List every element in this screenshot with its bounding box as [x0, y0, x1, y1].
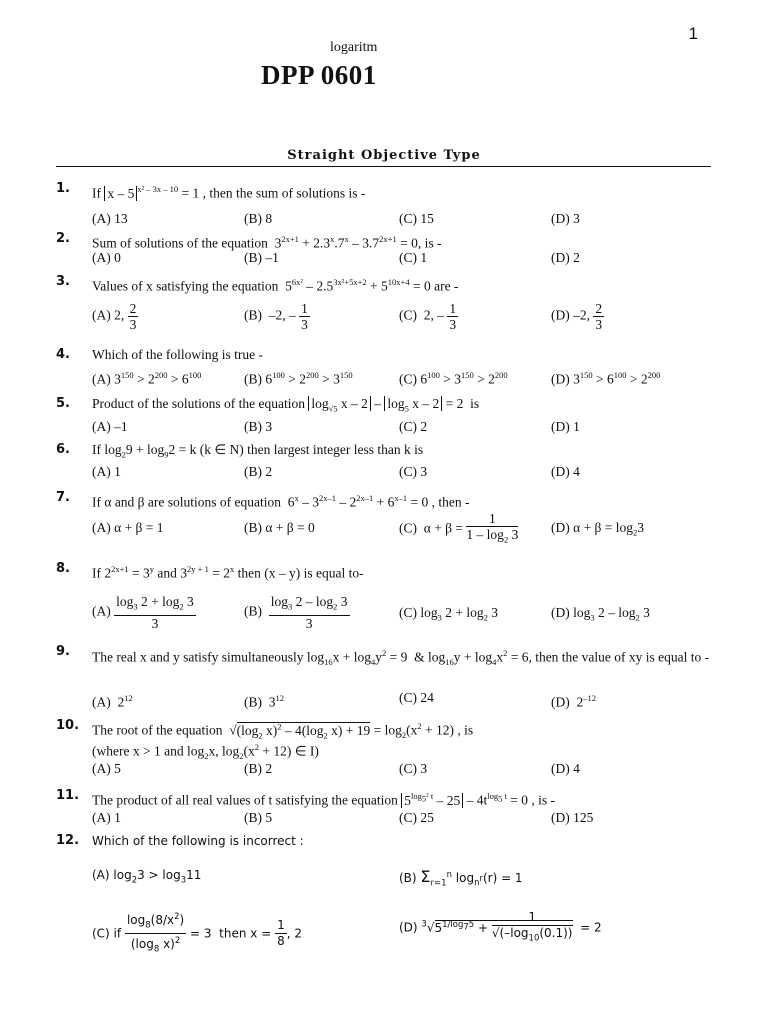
option-c: (C) 25	[399, 810, 434, 825]
option-a: (A) 0	[92, 250, 121, 265]
option-a: (A) 2, $\frac{2}{3}$	[92, 301, 137, 332]
option-d: (D) 4	[551, 464, 580, 479]
question-number: 10.	[56, 718, 80, 733]
option-d: (D) $\log_3 2 - \log_2 3$	[551, 605, 650, 623]
options-row	[92, 866, 716, 906]
option-b: (B) $3^{12}$	[244, 693, 284, 710]
option-a: (A) α + β = 1	[92, 520, 164, 535]
question-number: 2.	[56, 231, 70, 246]
option-a: (A) 1	[92, 464, 121, 479]
question-number: 1.	[56, 181, 70, 196]
option-d: (D) –2, $\frac{2}{3}$	[551, 301, 603, 332]
question-number: 5.	[56, 396, 70, 411]
page-title: DPP 0601	[261, 60, 377, 90]
option-c: (C) α + β = $\frac{1}{1 - \log_2 3}$	[399, 511, 519, 545]
option-a: (A) 5	[92, 761, 121, 776]
option-c: (C) 3	[399, 761, 428, 776]
option-d: (D) $\alpha + \beta = \log_23$	[551, 520, 645, 538]
option-b: (B) 5	[244, 810, 273, 825]
option-c: (C) 15	[399, 211, 434, 226]
question-text: If α and β are solutions of equation $6^x - 3^{2x-1} - 2^{2x-1} + 6^{x-1} = 0$ , then -	[92, 493, 470, 510]
options-row	[92, 301, 716, 337]
option-d: (D) 125	[551, 810, 594, 825]
option-d: (D) 3	[551, 211, 580, 226]
option-d: (D) 4	[551, 761, 580, 776]
question-text: The real x and y satisfy simultaneously $\log_{16}x + \log_4y^2 = 9$ & $\log_{16}y + \log_4x^2 = 6$, then the value of xy is equal to -	[92, 648, 710, 668]
question-text: If x – 5 $^{x^2 - 3x - 10}$ = 1 , then the sum of solutions is -	[92, 184, 366, 201]
option-a: (A) $3^{150} > 2^{200} > 6^{100}$	[92, 370, 202, 387]
options-row	[92, 511, 716, 555]
option-b: (B) –1	[244, 250, 279, 265]
option-d: (D) $^3√5^{1/log_75}$ + $\frac{1}{√(-\log_{10}(0.1))}$ = 2	[399, 910, 602, 944]
option-d: (D) 2	[551, 250, 580, 265]
option-a: (A) $\frac{\log_3 2 + \log_2 3}{3}$	[92, 594, 194, 631]
option-b: (B) –2, – $\frac{1}{3}$	[244, 301, 308, 332]
question-text: Which of the following is incorrect :	[92, 834, 304, 848]
option-a: (A) 13	[92, 211, 128, 226]
option-b: (B) 2	[244, 761, 273, 776]
option-c: (C) 24	[399, 690, 434, 705]
question-text: Which of the following is true -	[92, 347, 263, 362]
option-b: (B) 8	[244, 211, 273, 226]
question-number: 9.	[56, 644, 70, 659]
question-text: If $\log_29 + \log_92 = k$ (k ∈ N) then largest integer less than k is	[92, 442, 424, 460]
option-a: (A) 1	[92, 810, 121, 825]
question-text: The product of all real values of t satisfying the equation $5^{log_5^2 t} - 25 - 4t^{log_5 t} = 0$ , is -	[92, 791, 555, 808]
question-number: 4.	[56, 347, 70, 362]
option-c: (C) if $\frac{\log_8(8/x^2)}{(\log_8 x)^2}$ = 3 then x = $\frac{1}{8}$ , 2	[92, 912, 302, 955]
question-number: 12.	[56, 833, 80, 848]
option-b: (B) α + β = 0	[244, 520, 315, 535]
section-heading: Straight Objective Type	[287, 148, 481, 163]
question-text: Values of x satisfying the equation $5^{6x^2} - 2.5^{3x^2+5x+2} + 5^{10x+4} = 0$ are -	[92, 277, 459, 294]
question-number: 7.	[56, 490, 70, 505]
question-number: 3.	[56, 274, 70, 289]
option-d: (D) $3^{150} > 6^{100} > 2^{200}$	[551, 370, 661, 387]
option-b: (B) $\Sigma_{r=1}^n$ $\log_{n^r}(r) = 1$	[399, 867, 523, 889]
question-text: Sum of solutions of the equation $3^{2x+1} + 2.3^x.7^x - 3.7^{2x+1} = 0$, is -	[92, 234, 442, 251]
question-text: Product of the solutions of the equation $\log_{√5} x - 2 - \log_5 x - 2 = 2$ is	[92, 396, 480, 414]
option-c: (C) 3	[399, 464, 428, 479]
question-condition: (where x > 1 and $\log_2x$, $\log_2(x^2 + 12)$ ∈ I)	[92, 742, 319, 762]
question-text: The root of the equation $√(\log_2$ $x)^2 - 4(\log_2$ $x) + 19 = \log_2(x^2 + 12)$ , is	[92, 721, 474, 741]
option-b: (B) $6^{100} > 2^{200} > 3^{150}$	[244, 370, 353, 387]
option-c: (C) 2, – $\frac{1}{3}$	[399, 301, 457, 332]
question-number: 6.	[56, 442, 70, 457]
page-number: 1	[688, 24, 698, 43]
question-text: If $2^{2x+1} = 3^y$ and $3^{2y + 1} = 2^x$ then (x – y) is equal to-	[92, 564, 364, 581]
option-b: (B) $\frac{\log_3 2 - \log_2 3}{3}$	[244, 594, 348, 631]
option-a: (A) $\log_23 > \log_311$	[92, 868, 202, 886]
option-b: (B) 2	[244, 464, 273, 479]
option-c: (C) $\log_3 2 + \log_2 3$	[399, 605, 498, 623]
options-row	[92, 594, 716, 630]
section-divider	[56, 166, 711, 167]
question-number: 11.	[56, 788, 80, 803]
question-number: 8.	[56, 561, 70, 576]
option-c: (C) $6^{100} > 3^{150} > 2^{200}$	[399, 370, 508, 387]
option-c: (C) 2	[399, 419, 428, 434]
option-d: (D) 1	[551, 419, 580, 434]
option-a: (A) –1	[92, 419, 128, 434]
options-row	[92, 910, 716, 970]
option-c: (C) 1	[399, 250, 428, 265]
option-a: (A) $2^{12}$	[92, 693, 133, 710]
option-b: (B) 3	[244, 419, 273, 434]
option-d: (D) $2^{-12}$	[551, 693, 596, 710]
subject-label: logaritm	[330, 40, 378, 55]
